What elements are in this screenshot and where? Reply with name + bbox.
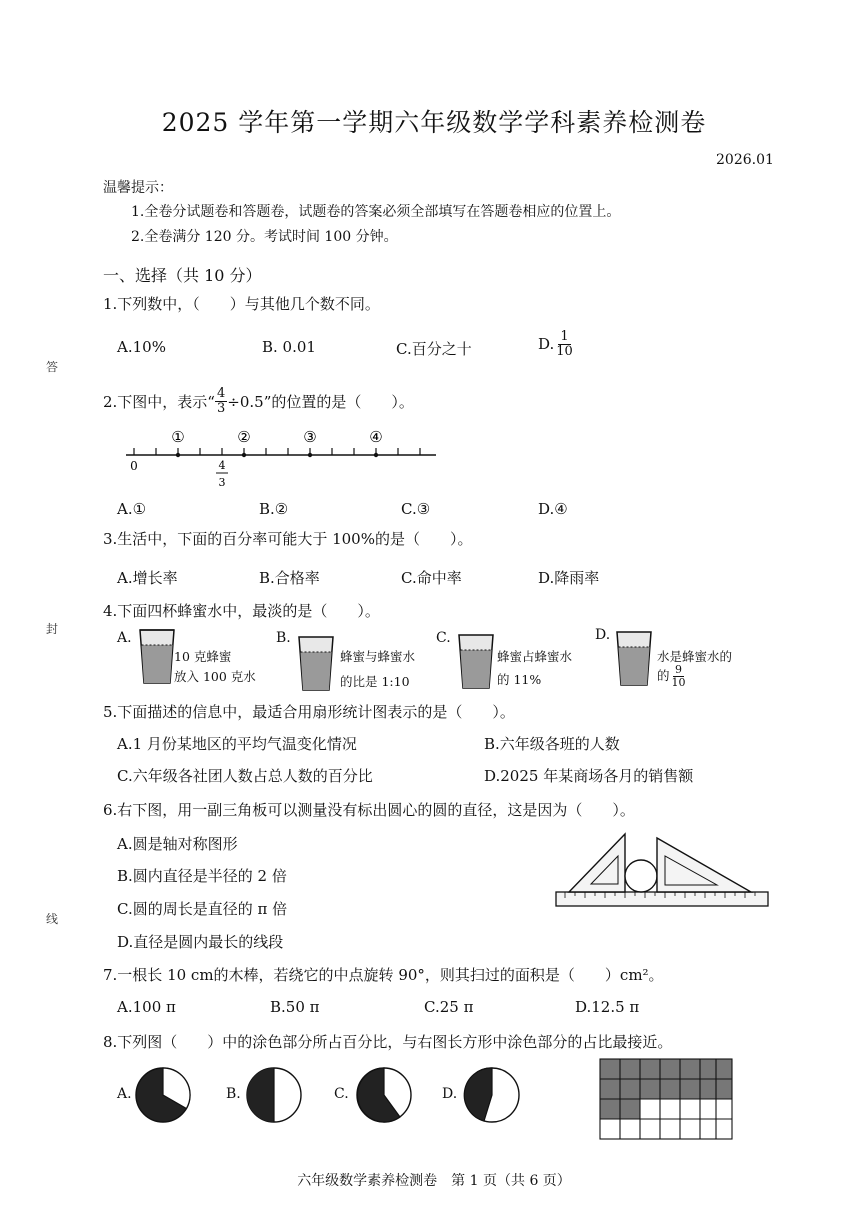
q1-option-d: [538, 330, 575, 358]
q3-option-b: B.合格率: [259, 569, 320, 587]
q4-option-d-denominator: 10: [671, 675, 686, 689]
page-title: 2025 学年第一学期六年级数学学科素养检测卷: [161, 108, 707, 137]
cup-c-icon: [456, 630, 496, 692]
shaded-grid-figure: [598, 1057, 734, 1141]
q8-option-a-label: A.: [117, 1086, 132, 1102]
q4-option-d-line1: 水是蜂蜜水的: [657, 649, 733, 664]
q5-option-d: D.2025 年某商场各月的销售额: [484, 767, 694, 785]
q4-option-a-label: A.: [117, 630, 132, 646]
cup-d-icon: [614, 627, 654, 689]
q5-stem: 5.下面描述的信息中，最适合用扇形统计图表示的是（ ）。: [103, 703, 515, 721]
q4-option-d-line2: [657, 664, 688, 688]
q3-option-a: A.增长率: [117, 569, 178, 587]
q4-option-a-line1: 10 克蜂蜜: [174, 649, 232, 664]
q7-option-c: C.25 π: [424, 998, 474, 1016]
q7-option-d: D.12.5 π: [575, 998, 640, 1016]
q3-option-d: D.降雨率: [538, 569, 600, 587]
q1-option-a: A.10%: [117, 338, 166, 356]
pie-a-icon: [133, 1065, 193, 1125]
q4-option-c-line1: 蜂蜜占蜂蜜水: [497, 649, 573, 664]
q2-stem-numerator: 4: [216, 386, 226, 401]
q4-option-d-numerator: 9: [675, 663, 683, 676]
q4-option-b-line2: 的比是 1:10: [340, 674, 410, 689]
pie-d-icon: [462, 1065, 522, 1125]
cup-b-icon: [296, 632, 336, 694]
marker-2: ②: [237, 428, 251, 446]
pie-c-icon: [354, 1065, 414, 1125]
q7-option-a: A.100 π: [117, 998, 176, 1016]
q3-option-c: C.命中率: [401, 569, 462, 587]
q2-stem: [103, 387, 414, 415]
q6-option-c: C.圆的周长是直径的 π 倍: [117, 900, 288, 918]
q8-option-c-label: C.: [334, 1086, 349, 1102]
right-triangle-icon: [657, 838, 751, 892]
circle-icon: [625, 860, 657, 892]
ruler-icon: [556, 892, 768, 906]
q4-option-a-line2: 放入 100 克水: [174, 669, 256, 684]
notice-heading: 温馨提示：: [103, 180, 173, 196]
side-mark-2: 封: [46, 622, 59, 636]
section-heading: 一、选择（共 10 分）: [103, 266, 262, 285]
q8-option-d-label: D.: [442, 1086, 458, 1102]
q1-option-b: B. 0.01: [262, 338, 316, 356]
q4-option-b-line1: 蜂蜜与蜂蜜水: [340, 649, 416, 664]
q1-option-d-denominator: 10: [556, 343, 573, 359]
pie-b-icon: [244, 1065, 304, 1125]
q1-option-d-numerator: 1: [560, 329, 569, 344]
marker-3: ③: [303, 428, 317, 446]
q1-option-d-prefix: D.: [538, 335, 555, 354]
q2-option-a: A.①: [117, 500, 147, 518]
number-line-figure: [120, 425, 450, 495]
q1-stem: 1.下列数中，（ ）与其他几个数不同。: [103, 295, 380, 313]
page-footer: 六年级数学素养检测卷 第 1 页（共 6 页）: [297, 1173, 571, 1189]
notice-item-2: 2.全卷满分 120 分。考试时间 100 分钟。: [131, 229, 398, 245]
q2-stem-pre: 2.下图中，表示“: [103, 392, 215, 411]
q2-option-d: D.④: [538, 500, 568, 518]
zero-label: 0: [130, 459, 138, 473]
q4-option-d-fraction: [670, 664, 688, 688]
tick-label-numerator: 4: [218, 459, 226, 472]
q1-option-c: C.百分之十: [396, 340, 472, 358]
q7-option-b: B.50 π: [270, 998, 320, 1016]
triangle-ruler-figure: [555, 828, 770, 910]
q4-option-d-label: D.: [595, 627, 611, 643]
q2-stem-post: ÷0.5”的位置的是（ ）。: [227, 392, 414, 411]
left-triangle-icon: [569, 834, 625, 892]
marker-1: ①: [171, 428, 185, 446]
q5-option-c: C.六年级各社团人数占总人数的百分比: [117, 767, 373, 785]
q2-stem-fraction: [215, 387, 227, 415]
q8-stem: 8.下列图（ ）中的涂色部分所占百分比，与右图长方形中涂色部分的占比最接近。: [103, 1033, 673, 1051]
q4-option-c-label: C.: [436, 630, 451, 646]
tick-label-denominator: 3: [218, 476, 226, 489]
q6-option-a: A.圆是轴对称图形: [117, 835, 238, 853]
q4-stem: 4.下面四杯蜂蜜水中，最淡的是（ ）。: [103, 602, 380, 620]
q4-option-d-line2-text: 的: [657, 668, 670, 684]
exam-date: 2026.01: [716, 152, 774, 168]
side-mark-3: 线: [46, 912, 59, 926]
q2-option-c: C.③: [401, 500, 431, 518]
q2-option-b: B.②: [259, 500, 289, 518]
notice-item-1: 1.全卷分试题卷和答题卷，试题卷的答案必须全部填写在答题卷相应的位置上。: [131, 204, 621, 220]
q2-stem-denominator: 3: [216, 400, 226, 416]
marker-4: ④: [369, 428, 383, 446]
q5-option-b: B.六年级各班的人数: [484, 735, 620, 753]
q7-stem: 7.一根长 10 cm的木棒，若绕它的中点旋转 90°，则其扫过的面积是（ ）cm²。: [103, 966, 664, 984]
cup-a-icon: [137, 625, 177, 687]
q6-option-b: B.圆内直径是半径的 2 倍: [117, 867, 287, 885]
side-mark-1: 答: [46, 360, 59, 374]
q1-option-d-fraction: [554, 330, 575, 358]
q6-option-d: D.直径是圆内最长的线段: [117, 933, 284, 951]
q3-stem: 3.生活中，下面的百分率可能大于 100%的是（ ）。: [103, 530, 473, 548]
q4-option-b-label: B.: [276, 630, 291, 646]
q6-stem: 6.右下图，用一副三角板可以测量没有标出圆心的圆的直径，这是因为（ ）。: [103, 801, 635, 819]
q8-option-b-label: B.: [226, 1086, 241, 1102]
q4-option-c-line2: 的 11%: [497, 672, 542, 687]
q5-option-a: A.1 月份某地区的平均气温变化情况: [117, 735, 357, 753]
